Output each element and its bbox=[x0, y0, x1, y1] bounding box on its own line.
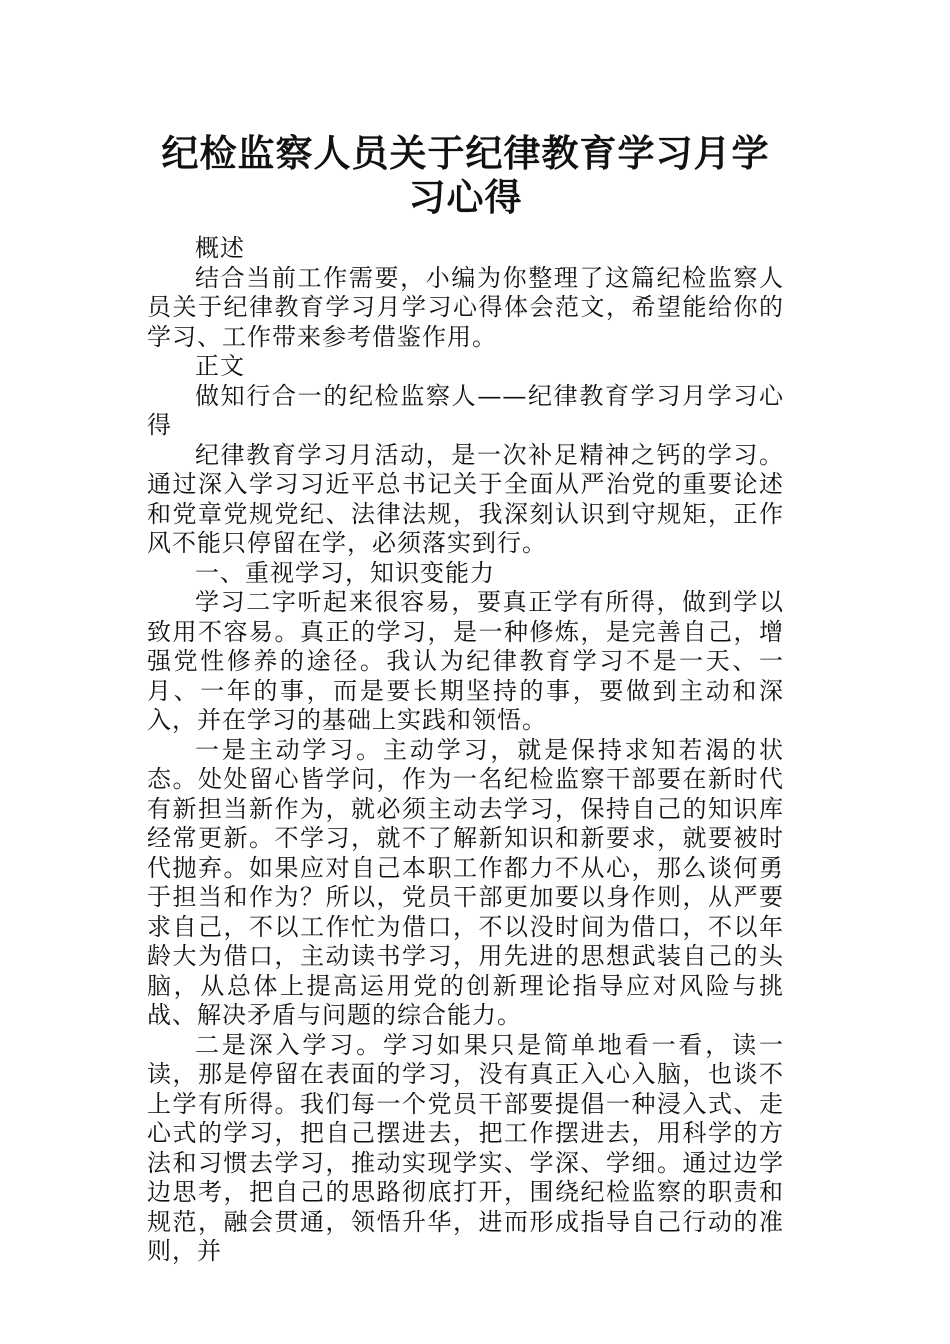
paragraph-deep-learning: 二是深入学习。学习如果只是简单地看一看，读一读，那是停留在表面的学习，没有真正入心入脑，也谈不上学有所得。我们每一个党员干部要提倡一种浸入式、走心式的学习，把自己摆进去，把工作摆进去，用科学的方法和习惯去学习，推动实现学实、学深、学细。通过边学边思考，把自己的思路彻底打开，围绕纪检监察的职责和规范，融会贯通，领悟升华，进而形成指导自己行动的准则，并 bbox=[147, 1030, 784, 1265]
paragraph-overview-text: 结合当前工作需要，小编为你整理了这篇纪检监察人员关于纪律教育学习月学习心得体会范文，希望能给你的学习、工作带来参考借鉴作用。 bbox=[147, 263, 784, 351]
document-body bbox=[147, 234, 784, 1267]
paragraph-subtitle: 做知行合一的纪检监察人——纪律教育学习月学习心得 bbox=[147, 381, 784, 439]
paragraph-main-heading: 正文 bbox=[195, 352, 245, 380]
paragraph-intro: 纪律教育学习月活动，是一次补足精神之钙的学习。通过深入学习习近平总书记关于全面从严治党的重要论述和党章党规党纪、法律法规，我深刻认识到守规矩，正作风不能只停留在学，必须落实到行。 bbox=[147, 440, 784, 557]
document-title: 纪检监察人员关于纪律教育学习月学习心得 bbox=[161, 132, 770, 219]
paragraph-overview-heading: 概述 bbox=[195, 234, 245, 262]
paragraph-active-learning: 一是主动学习。主动学习，就是保持求知若渴的状态。处处留心皆学问，作为一名纪检监察干部要在新时代有新担当新作为，就必须主动去学习，保持自己的知识库经常更新。不学习，就不了解新知识和新要求，就要被时代抛弃。如果应对自己本职工作都力不从心，那么谈何勇于担当和作为？所以，党员干部更加要以身作则，从严要求自己，不以工作忙为借口，不以没时间为借口，不以年龄大为借口，主动读书学习，用先进的思想武装自己的头脑，从总体上提高运用党的创新理论指导应对风险与挑战、解决矛盾与问题的综合能力。 bbox=[147, 735, 784, 1029]
section-heading-1: 一、重视学习，知识变能力 bbox=[195, 558, 495, 587]
paragraph-section-1: 学习二字听起来很容易，要真正学有所得，做到学以致用不容易。真正的学习，是一种修炼，是完善自己，增强党性修养的途径。我认为纪律教育学习不是一天、一月、一年的事，而是要长期坚持的事，要做到主动和深入，并在学习的基础上实践和领悟。 bbox=[147, 588, 784, 734]
